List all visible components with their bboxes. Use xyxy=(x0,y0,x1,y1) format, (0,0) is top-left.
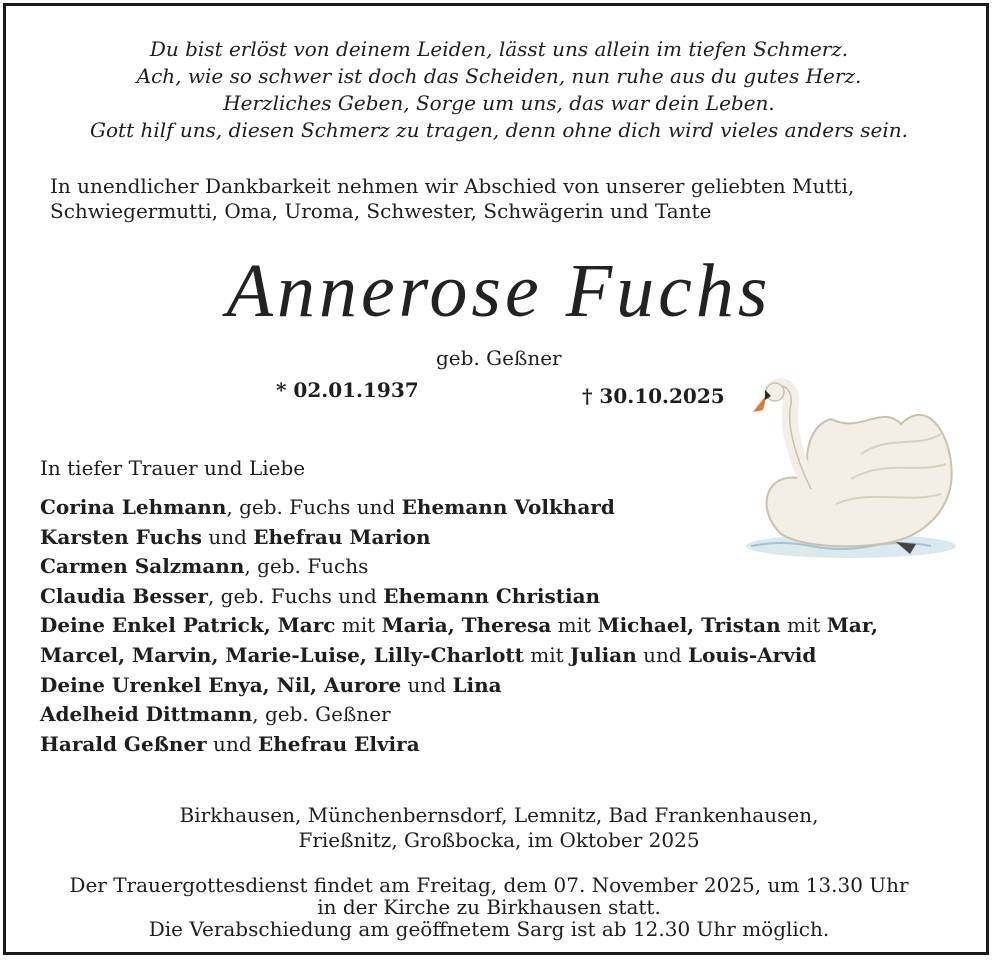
family-name: Claudia Besser xyxy=(40,583,208,608)
family-list xyxy=(40,493,878,759)
family-member-line xyxy=(40,700,878,730)
obituary-notice xyxy=(3,3,989,955)
family-member-line xyxy=(40,730,878,760)
places-date xyxy=(6,803,992,853)
birth-date: * 02.01.1937 xyxy=(276,378,419,402)
family-name: Marcel, Marvin, Marie-Luise, Lilly-Charlott xyxy=(40,642,524,667)
places-line: Birkhausen, Münchenbernsdorf, Lemnitz, Bad Frankenhausen, xyxy=(179,803,819,827)
family-name: Karsten Fuchs xyxy=(40,524,202,549)
family-relation: , geb. Fuchs und xyxy=(226,495,402,519)
family-name: Maria, Theresa xyxy=(381,613,552,638)
places-line: Frießnitz, Großbocka, im Oktober 2025 xyxy=(298,828,700,852)
family-relation: und xyxy=(206,731,258,756)
family-relation: , geb. Fuchs xyxy=(244,554,369,579)
family-member-line xyxy=(40,552,878,582)
family-relation: und xyxy=(636,642,689,667)
family-name: Ehemann Christian xyxy=(383,583,601,608)
service-line: Die Verabschiedung am geöffnetem Sarg ist ab 12.30 Uhr möglich. xyxy=(148,917,830,941)
family-name: Louis-Arvid xyxy=(688,642,817,667)
intro-line: In unendlicher Dankbarkeit nehmen wir Abschied von unserer geliebten Mutti, xyxy=(50,174,855,198)
deceased-name: Annerose Fuchs xyxy=(226,249,772,333)
family-relation: , geb. Fuchs und xyxy=(207,583,384,608)
poem xyxy=(6,36,992,144)
family-name: Adelheid Dittmann xyxy=(40,702,253,727)
service-line: in der Kirche zu Birkhausen statt. xyxy=(317,895,661,919)
mourning-line: In tiefer Trauer und Liebe xyxy=(40,456,306,480)
family-name: Corina Lehmann xyxy=(40,495,227,519)
birth-name: geb. Geßner xyxy=(436,346,562,370)
family-relation: mit xyxy=(335,613,382,638)
family-member-line xyxy=(40,582,878,612)
family-name: Michael, Tristan xyxy=(597,613,781,638)
family-member-line xyxy=(40,641,878,671)
family-member-line xyxy=(40,523,878,553)
family-relation: und xyxy=(201,524,254,549)
family-name: Ehefrau Marion xyxy=(253,524,431,549)
family-name: Ehemann Volkhard xyxy=(401,495,615,519)
poem-line: Ach, wie so schwer ist doch das Scheiden, nun ruhe aus du gutes Herz. xyxy=(136,64,862,88)
death-date: † 30.10.2025 xyxy=(582,384,725,408)
poem-line: Herzliches Geben, Sorge um uns, das war dein Leben. xyxy=(223,91,775,115)
family-name: Deine Urenkel Enya, Nil, Aurore xyxy=(40,672,402,697)
poem-line: Du bist erlöst von deinem Leiden, lässt uns allein im tiefen Schmerz. xyxy=(149,37,849,61)
family-name: Harald Geßner xyxy=(40,731,207,756)
family-relation: mit xyxy=(523,642,571,667)
family-member-line xyxy=(40,671,878,701)
family-name: Carmen Salzmann xyxy=(40,554,245,579)
family-relation: und xyxy=(401,672,453,697)
family-member-line xyxy=(40,611,878,641)
family-name: Ehefrau Elvira xyxy=(257,731,420,756)
service-line: Der Trauergottesdienst findet am Freitag, dem 07. November 2025, um 13.30 Uhr xyxy=(69,873,909,897)
family-relation: mit xyxy=(780,613,827,638)
intro-line: Schwiegermutti, Oma, Uroma, Schwester, Schwägerin und Tante xyxy=(50,199,712,223)
family-name: Lina xyxy=(452,672,502,697)
family-name: Mar, xyxy=(826,613,878,638)
family-name: Deine Enkel Patrick, Marc xyxy=(40,613,336,638)
family-member-line xyxy=(40,493,878,523)
family-relation: mit xyxy=(551,613,598,638)
family-name: Julian xyxy=(570,642,637,667)
intro-text xyxy=(50,174,970,224)
funeral-service-info xyxy=(6,874,972,940)
poem-line: Gott hilf uns, diesen Schmerz zu tragen, denn ohne dich wird vieles anders sein. xyxy=(90,118,908,142)
family-relation: , geb. Geßner xyxy=(252,702,391,727)
